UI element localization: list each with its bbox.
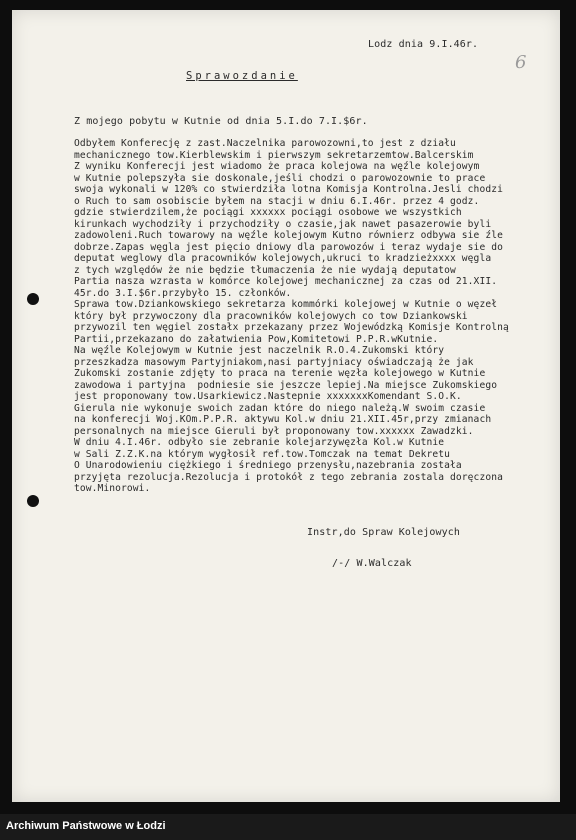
body-line: przeszkadza masowym Partyjniakom,nasi partyjniacy oświadczają że jak (74, 356, 474, 368)
body-line: przyjęta rezolucja.Rezolucja i protokół z tego zebrania zostala doręczona (74, 471, 503, 483)
body-line: O Unarodowieniu ciężkiego i średniego przenysłu,nazebrania została (74, 460, 462, 471)
intro-line: Z mojego pobytu w Kutnie od dnia 5.I.do 7.I.$6r. (74, 116, 368, 127)
punch-hole (27, 495, 39, 507)
page-number: 6 (515, 52, 527, 73)
body-line: Partii,przekazano do załatwienia Pow,Komitetowi P.P.R.wKutnie. (74, 333, 439, 345)
body-line: W dniu 4.I.46r. odbyło sie zebranie kolejarzywęzła Kol.w Kutnie (74, 437, 445, 448)
punch-hole (27, 293, 39, 305)
body-line: Sprawa tow.Dziankowskiego sekretarza kommórki kolejowej w Kutnie o węzeł (74, 299, 498, 310)
body-line: 45r.do 3.I.$6r.przybyło 15. członków. (74, 287, 292, 299)
body-line: kirunkach wychodziły i przychodziły o czasie,jak nawet pasazerowie byli (74, 218, 492, 230)
body-line: przywozil ten węgiel zostałx przekazany przez Wojewódzką Komisje Kontrolną (74, 322, 509, 333)
body-line: Na węźle Kolejowym w Kutnie jest naczelnik R.O.4.Zukomski który (74, 345, 445, 356)
body-line: o Ruch to sam osobiscie byłem na stacji w dniu 6.I.46r. przez 4 godz. (74, 195, 480, 207)
body-line: na konferecji Woj.KOm.P.P.R. aktywu Kol.w dniu 21.XII.45r,przy zmianach (74, 414, 492, 425)
body-line: Zukomski zostanie zdjęty to praca na terenie węzła kolejowego w Kutnie (74, 368, 486, 379)
body-line: w Sali Z.Z.K.na którym wygłosił ref.tow.Tomczak na temat Dekretu (74, 448, 451, 460)
report-body (74, 138, 509, 495)
archive-label: Archiwum Państwowe w Łodzi (6, 820, 166, 832)
body-line: tow.Minorowi. (74, 483, 151, 494)
document-title: Sprawozdanie (186, 70, 298, 82)
body-line: Partia nasza wzrasta w komórce kolejowej mechanicznej za czas od 21.XII. (74, 276, 498, 287)
archive-footer (0, 814, 576, 840)
body-line: swoja wykonali w 120% co stwierdziła lotna Komisja Kontrolna.Jesli chodzi (74, 184, 503, 195)
body-line: który był przywoczony dla pracowników kolejowych co tow Dziankowski (74, 310, 468, 322)
body-line: dobrze.Zapas węgla jest pięcio dniowy dla parowozów i teraz wydaje sie do (74, 241, 503, 253)
signature-line: /-/ W.Walczak (332, 558, 412, 569)
body-line: gdzie stwierdzilem,że pociągi xxxxxx pociągi osobowe we wszystkich (74, 207, 462, 218)
body-line: Odbyłem Konferecję z zast.Naczelnika parowozowni,to jest z działu (74, 138, 456, 149)
body-line: zawodowa i partyjna podniesie sie jeszcze lepiej.Na miejsce Zukomskiego (74, 379, 498, 391)
body-line: deputat weglowy dla pracowników kolejowych,ukruci to kradzieżxxxx węgla (74, 253, 492, 264)
body-line: z tych względów że nie będzie tłumaczenia że nie wydają deputatow (74, 264, 456, 276)
body-line: zadowoleni.Ruch towarowy na węźle kolejowym Kutno równierz odbywa sie źle (74, 230, 503, 241)
body-line: jest proponowany tow.Usarkiewicz.Nastepnie xxxxxxxKomendant S.O.K. (74, 391, 462, 402)
position-line: Instr,do Spraw Kolejowych (307, 527, 461, 538)
body-line: personalnych na miejsce Gieruli był proponowany tow.xxxxxx Zawadzki. (74, 425, 474, 437)
body-line: Z wyniku Konferecji jest wiadomo że praca kolejowa na węźle kolejowym (74, 161, 480, 172)
body-line: Gierula nie wykonuje swoich zadan które do niego należą.W swoim czasie (74, 402, 486, 414)
document-page (12, 10, 560, 802)
body-line: w Kutnie polepszyła sie doskonale,jeśli chodzi o parowozownie to prace (74, 172, 486, 184)
date-line: Lodz dnia 9.I.46r. (368, 39, 479, 50)
body-line: mechanicznego tow.Kierblewskim i pierwszym sekretarzemtow.Balcerskim (74, 149, 474, 161)
